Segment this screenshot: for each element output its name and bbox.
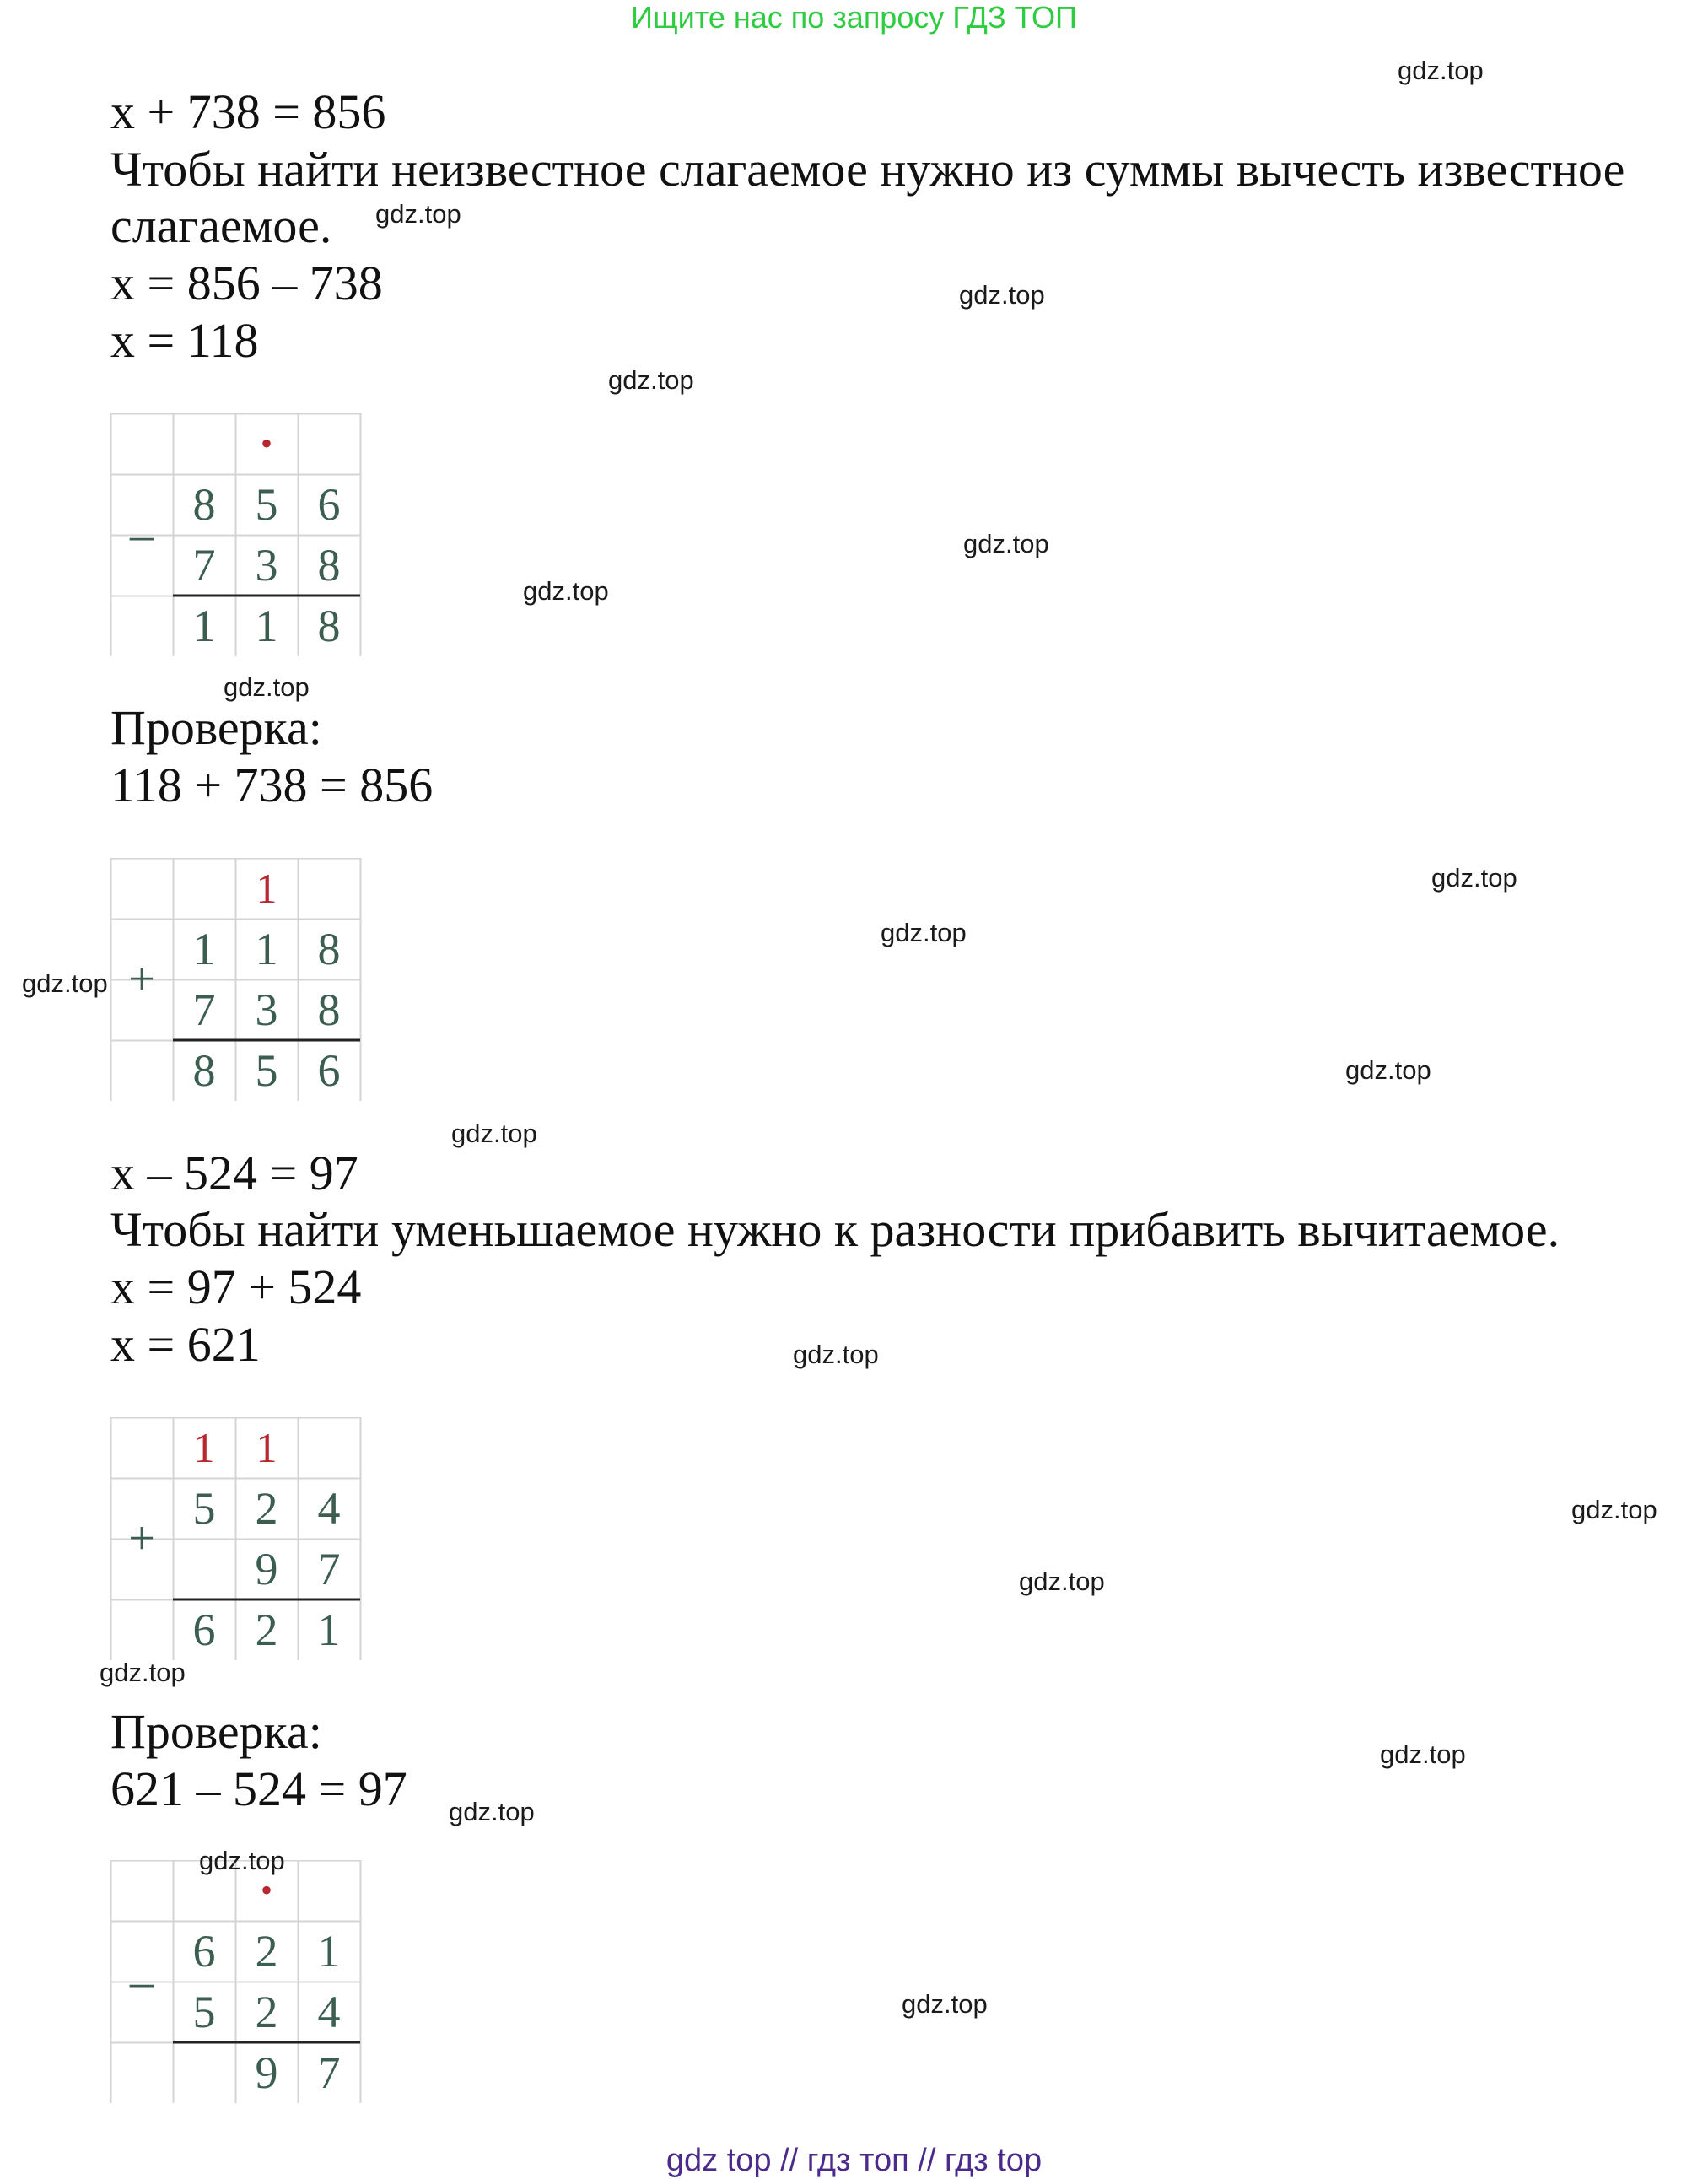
check-label-2: Проверка:	[110, 1704, 322, 1759]
watermark: gdz.top	[523, 576, 609, 606]
watermark: gdz.top	[224, 672, 310, 702]
top-digit: 4	[317, 1483, 341, 1534]
rule-1-line-1: Чтобы найти неизвестное слагаемое нужно из суммы вычесть известное	[110, 142, 1625, 197]
bottom-digit: 4	[317, 1987, 341, 2037]
top-digit: 8	[192, 479, 216, 530]
top-digit: 8	[317, 924, 341, 974]
bottom-digit: 9	[255, 1544, 278, 1594]
bottom-digit: 7	[192, 540, 216, 591]
top-digit: 1	[192, 924, 216, 974]
operator-sign: +	[128, 1513, 155, 1565]
watermark: gdz.top	[1398, 56, 1484, 85]
bottom-digit: 7	[317, 1544, 341, 1594]
watermark: gdz.top	[902, 1989, 988, 2019]
watermark: gdz.top	[375, 199, 461, 229]
result-digit: 1	[255, 601, 278, 651]
rule-2-line-1: Чтобы найти уменьшаемое нужно к разности прибавить вычитаемое.	[110, 1202, 1560, 1257]
result-digit: 1	[192, 601, 216, 651]
carry-digit: 1	[256, 865, 277, 912]
bottom-digit: 5	[192, 1987, 216, 2037]
watermark: gdz.top	[959, 280, 1045, 310]
borrow-dot: •	[260, 424, 272, 462]
watermark: gdz.top	[963, 529, 1049, 558]
operator-sign: +	[128, 953, 155, 1006]
result-digit: 6	[192, 1605, 216, 1655]
top-digit: 1	[255, 924, 278, 974]
result-digit: 1	[317, 1605, 341, 1655]
column-subtraction-check-2	[110, 1860, 360, 2103]
equation-1: x + 738 = 856	[110, 84, 386, 139]
result-digit: 6	[317, 1045, 341, 1096]
equation-2: x – 524 = 97	[110, 1146, 358, 1200]
top-digit: 6	[317, 479, 341, 530]
watermark: gdz.top	[1380, 1739, 1466, 1769]
operator-sign: –	[130, 509, 154, 561]
watermark: gdz.top	[100, 1658, 186, 1687]
watermark: gdz.top	[881, 918, 967, 947]
bottom-digit: 7	[192, 984, 216, 1035]
check-equation-1: 118 + 738 = 856	[110, 758, 434, 812]
bottom-digit: 8	[317, 540, 341, 591]
solution-1-step-1: x = 856 – 738	[110, 256, 383, 310]
watermark: gdz.top	[1345, 1055, 1431, 1085]
top-digit: 5	[255, 479, 278, 530]
watermark: gdz.top	[1019, 1567, 1105, 1596]
column-addition-2	[110, 1417, 360, 1660]
watermark: gdz.top	[1431, 863, 1517, 893]
search-banner: Ищите нас по запросу ГДЗ ТОП	[631, 0, 1077, 35]
solution-2-step-1: x = 97 + 524	[110, 1259, 362, 1314]
column-subtraction-1	[110, 413, 360, 656]
check-equation-2: 621 – 524 = 97	[110, 1761, 407, 1816]
bottom-digit: 3	[255, 984, 278, 1035]
solution-1-step-2: x = 118	[110, 313, 259, 368]
bottom-digit: 8	[317, 984, 341, 1035]
result-digit: 8	[317, 601, 341, 651]
top-digit: 6	[192, 1926, 216, 1977]
top-digit: 5	[192, 1483, 216, 1534]
watermark: gdz.top	[1571, 1495, 1657, 1524]
result-digit: 9	[255, 2047, 278, 2098]
result-digit: 2	[255, 1605, 278, 1655]
borrow-dot: •	[260, 1871, 272, 1909]
watermark: gdz.top	[793, 1340, 879, 1369]
watermark: gdz.top	[22, 968, 108, 998]
bottom-digit: 3	[255, 540, 278, 591]
carry-digit: 1	[256, 1424, 277, 1471]
result-digit: 5	[255, 1045, 278, 1096]
operator-sign: –	[130, 1955, 154, 2008]
footer-links: gdz top // гдз топ // гдз top	[665, 2143, 1043, 2178]
watermark: gdz.top	[449, 1797, 535, 1826]
watermark: gdz.top	[451, 1119, 537, 1148]
column-addition-check-1	[110, 858, 360, 1101]
top-digit: 1	[317, 1926, 341, 1977]
check-label-1: Проверка:	[110, 700, 322, 755]
top-digit: 2	[255, 1483, 278, 1534]
result-digit: 8	[192, 1045, 216, 1096]
watermark: gdz.top	[199, 1846, 285, 1875]
bottom-digit: 2	[255, 1987, 278, 2037]
solution-2-step-2: x = 621	[110, 1317, 261, 1372]
rule-1-line-2: слагаемое.	[110, 198, 332, 253]
watermark: gdz.top	[608, 365, 694, 395]
carry-digit: 1	[193, 1424, 215, 1471]
top-digit: 2	[255, 1926, 278, 1977]
result-digit: 7	[317, 2047, 341, 2098]
